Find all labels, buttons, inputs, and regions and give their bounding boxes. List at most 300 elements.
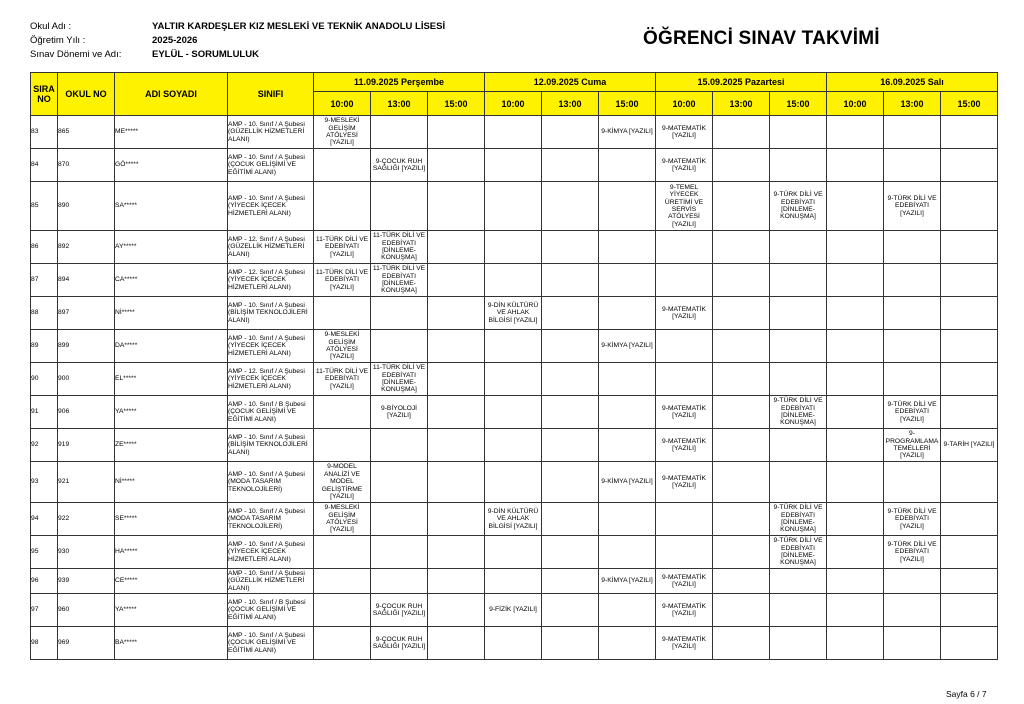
- exam-cell: [542, 231, 599, 264]
- exam-cell: [713, 330, 770, 363]
- exam-cell: [314, 182, 371, 231]
- exam-cell: [599, 396, 656, 429]
- exam-cell: [713, 231, 770, 264]
- row-name: Nİ*****: [115, 297, 228, 330]
- row-class: AMP - 10. Sınıf / A Şubesi (YİYECEK İÇECEK HİZMETLERİ ALANI): [228, 182, 314, 231]
- day-header: 15.09.2025 Pazartesi: [656, 73, 827, 92]
- exam-cell: [599, 231, 656, 264]
- row-name: DA*****: [115, 330, 228, 363]
- exam-cell: [827, 297, 884, 330]
- exam-cell: 9-MATEMATİK [YAZILI]: [656, 116, 713, 149]
- exam-cell: [542, 264, 599, 297]
- exam-cell: [371, 330, 428, 363]
- row-sira: 88: [31, 297, 58, 330]
- table-row: [31, 627, 998, 660]
- exam-cell: [428, 594, 485, 627]
- exam-cell: [428, 297, 485, 330]
- row-sira: 97: [31, 594, 58, 627]
- row-name: ME*****: [115, 116, 228, 149]
- row-name: EL*****: [115, 363, 228, 396]
- exam-cell: [884, 462, 941, 503]
- term-value: EYLÜL - SORUMLULUK: [152, 49, 259, 60]
- exam-cell: [599, 627, 656, 660]
- row-class: AMP - 10. Sınıf / A Şubesi (MODA TASARIM TEKNOLOJİLERİ): [228, 462, 314, 503]
- exam-cell: [485, 264, 542, 297]
- exam-cell: [428, 462, 485, 503]
- row-sira: 95: [31, 536, 58, 569]
- exam-cell: 9-DİN KÜLTÜRÜ VE AHLAK BİLGİSİ [YAZILI]: [485, 503, 542, 536]
- row-okul-no: 890: [58, 182, 115, 231]
- term-row: [30, 48, 445, 62]
- row-class: AMP - 10. Sınıf / A Şubesi (BİLİŞİM TEKNOLOJİLERİ ALANI): [228, 297, 314, 330]
- row-name: BA*****: [115, 627, 228, 660]
- exam-cell: [599, 182, 656, 231]
- exam-cell: [884, 264, 941, 297]
- exam-cell: [542, 503, 599, 536]
- exam-cell: [485, 429, 542, 462]
- exam-cell: [827, 363, 884, 396]
- exam-cell: 9-KİMYA [YAZILI]: [599, 330, 656, 363]
- row-sira: 86: [31, 231, 58, 264]
- exam-cell: [542, 429, 599, 462]
- exam-cell: [428, 627, 485, 660]
- header-row-days: [31, 73, 998, 92]
- exam-cell: [827, 149, 884, 182]
- exam-cell: [656, 264, 713, 297]
- table-row: [31, 297, 998, 330]
- exam-cell: 11-TÜRK DİLİ VE EDEBİYATI [DİNLEME-KONUŞMA]: [371, 231, 428, 264]
- exam-cell: [428, 363, 485, 396]
- exam-cell: [713, 182, 770, 231]
- exam-cell: [485, 363, 542, 396]
- time-header: 13:00: [371, 92, 428, 116]
- exam-cell: [827, 330, 884, 363]
- school-label: Okul Adı :: [30, 21, 72, 32]
- row-name: SE*****: [115, 503, 228, 536]
- row-okul-no: 960: [58, 594, 115, 627]
- exam-cell: [941, 536, 998, 569]
- row-class: AMP - 10. Sınıf / A Şubesi (GÜZELLİK HİZMETLERİ ALANI): [228, 569, 314, 594]
- time-header: 10:00: [827, 92, 884, 116]
- exam-cell: 9-TEMEL YİYECEK ÜRETİMİ VE SERVİS ATÖLYESİ [YAZILI]: [656, 182, 713, 231]
- exam-cell: 9-MATEMATİK [YAZILI]: [656, 396, 713, 429]
- row-okul-no: 897: [58, 297, 115, 330]
- exam-cell: [827, 231, 884, 264]
- exam-cell: [428, 182, 485, 231]
- row-sira: 92: [31, 429, 58, 462]
- row-sira: 93: [31, 462, 58, 503]
- row-class: AMP - 10. Sınıf / A Şubesi (GÜZELLİK HİZMETLERİ ALANI): [228, 116, 314, 149]
- row-sira: 94: [31, 503, 58, 536]
- exam-cell: [485, 231, 542, 264]
- exam-cell: 9-TÜRK DİLİ VE EDEBİYATI [YAZILI]: [884, 396, 941, 429]
- exam-cell: [941, 330, 998, 363]
- exam-cell: [314, 569, 371, 594]
- exam-cell: [542, 536, 599, 569]
- exam-cell: [713, 363, 770, 396]
- exam-cell: [770, 330, 827, 363]
- exam-cell: [371, 569, 428, 594]
- row-name: GÖ*****: [115, 149, 228, 182]
- row-name: SA*****: [115, 182, 228, 231]
- exam-cell: [713, 429, 770, 462]
- exam-cell: [485, 396, 542, 429]
- table-row: [31, 149, 998, 182]
- time-header: 13:00: [884, 92, 941, 116]
- exam-cell: [599, 149, 656, 182]
- exam-cell: [656, 231, 713, 264]
- exam-cell: [314, 149, 371, 182]
- row-name: AY*****: [115, 231, 228, 264]
- exam-cell: [941, 182, 998, 231]
- row-class: AMP - 10. Sınıf / A Şubesi (MODA TASARIM TEKNOLOJİLERİ): [228, 503, 314, 536]
- exam-cell: [827, 429, 884, 462]
- exam-cell: [314, 627, 371, 660]
- exam-cell: [770, 594, 827, 627]
- row-okul-no: 870: [58, 149, 115, 182]
- row-class: AMP - 10. Sınıf / B Şubesi (ÇOCUK GELİŞİMİ VE EĞİTİMİ ALANI): [228, 396, 314, 429]
- exam-cell: [770, 264, 827, 297]
- exam-cell: [713, 627, 770, 660]
- schedule-body: [31, 116, 998, 660]
- row-sira: 85: [31, 182, 58, 231]
- exam-cell: [371, 429, 428, 462]
- exam-cell: [656, 363, 713, 396]
- exam-cell: [428, 503, 485, 536]
- row-sira: 90: [31, 363, 58, 396]
- exam-cell: [428, 330, 485, 363]
- exam-cell: [770, 363, 827, 396]
- exam-cell: [884, 627, 941, 660]
- page-number: Sayfa 6 / 7: [946, 689, 987, 699]
- exam-cell: [884, 330, 941, 363]
- exam-cell: [941, 462, 998, 503]
- exam-cell: 9-TÜRK DİLİ VE EDEBİYATI [DİNLEME-KONUŞMA]: [770, 396, 827, 429]
- exam-cell: 9-MATEMATİK [YAZILI]: [656, 149, 713, 182]
- table-row: [31, 264, 998, 297]
- exam-cell: [428, 536, 485, 569]
- exam-cell: 9-TARİH [YAZILI]: [941, 429, 998, 462]
- time-header: 15:00: [770, 92, 827, 116]
- exam-cell: [884, 569, 941, 594]
- exam-cell: 9-FİZİK [YAZILI]: [485, 594, 542, 627]
- exam-cell: [542, 149, 599, 182]
- exam-cell: [485, 149, 542, 182]
- row-class: AMP - 10. Sınıf / A Şubesi (ÇOCUK GELİŞİMİ VE EĞİTİMİ ALANI): [228, 149, 314, 182]
- exam-cell: [770, 462, 827, 503]
- exam-cell: [542, 569, 599, 594]
- exam-cell: [827, 536, 884, 569]
- exam-cell: [542, 627, 599, 660]
- exam-cell: [542, 116, 599, 149]
- exam-cell: 9-ÇOCUK RUH SAĞLIĞI [YAZILI]: [371, 149, 428, 182]
- year-value: 2025-2026: [152, 35, 198, 46]
- exam-cell: [827, 569, 884, 594]
- year-row: [30, 34, 445, 48]
- exam-cell: [827, 503, 884, 536]
- row-class: AMP - 12. Sınıf / A Şubesi (GÜZELLİK HİZMETLERİ ALANI): [228, 231, 314, 264]
- row-name: YA*****: [115, 594, 228, 627]
- exam-cell: 9-KİMYA [YAZILI]: [599, 462, 656, 503]
- row-class: AMP - 10. Sınıf / B Şubesi (ÇOCUK GELİŞİMİ VE EĞİTİMİ ALANI): [228, 594, 314, 627]
- row-class: AMP - 10. Sınıf / A Şubesi (YİYECEK İÇECEK HİZMETLERİ ALANI): [228, 536, 314, 569]
- exam-cell: [485, 536, 542, 569]
- exam-cell: [371, 536, 428, 569]
- row-sira: 87: [31, 264, 58, 297]
- exam-cell: 11-TÜRK DİLİ VE EDEBİYATI [DİNLEME-KONUŞMA]: [371, 264, 428, 297]
- exam-cell: [770, 569, 827, 594]
- exam-cell: 9-MATEMATİK [YAZILI]: [656, 569, 713, 594]
- exam-cell: [485, 182, 542, 231]
- exam-cell: [599, 297, 656, 330]
- page-title: ÖĞRENCİ SINAV TAKVİMİ: [643, 28, 880, 49]
- exam-cell: 9-MODEL ANALİZİ VE MODEL GELİŞTİRME [YAZILI]: [314, 462, 371, 503]
- exam-cell: 9-KİMYA [YAZILI]: [599, 569, 656, 594]
- exam-cell: [827, 594, 884, 627]
- exam-cell: [656, 536, 713, 569]
- exam-cell: [713, 594, 770, 627]
- exam-cell: [884, 231, 941, 264]
- exam-cell: 9-TÜRK DİLİ VE EDEBİYATI [YAZILI]: [884, 503, 941, 536]
- row-class: AMP - 10. Sınıf / A Şubesi (YİYECEK İÇECEK HİZMETLERİ ALANI): [228, 330, 314, 363]
- row-okul-no: 921: [58, 462, 115, 503]
- exam-cell: [827, 396, 884, 429]
- time-header: 15:00: [428, 92, 485, 116]
- exam-cell: [485, 330, 542, 363]
- exam-cell: [542, 363, 599, 396]
- exam-cell: [428, 264, 485, 297]
- exam-cell: [941, 363, 998, 396]
- exam-cell: [428, 569, 485, 594]
- exam-cell: [314, 396, 371, 429]
- exam-cell: [599, 594, 656, 627]
- time-header: 10:00: [314, 92, 371, 116]
- exam-cell: 9-MATEMATİK [YAZILI]: [656, 627, 713, 660]
- exam-cell: 9-MATEMATİK [YAZILI]: [656, 594, 713, 627]
- row-class: AMP - 10. Sınıf / A Şubesi (ÇOCUK GELİŞİMİ VE EĞİTİMİ ALANI): [228, 627, 314, 660]
- row-name: Nİ*****: [115, 462, 228, 503]
- exam-cell: [713, 149, 770, 182]
- exam-cell: 9-MATEMATİK [YAZILI]: [656, 297, 713, 330]
- day-header: 12.09.2025 Cuma: [485, 73, 656, 92]
- exam-cell: [713, 503, 770, 536]
- exam-cell: [941, 116, 998, 149]
- exam-cell: [770, 149, 827, 182]
- exam-cell: [827, 264, 884, 297]
- time-header: 15:00: [941, 92, 998, 116]
- exam-cell: [884, 149, 941, 182]
- row-okul-no: 919: [58, 429, 115, 462]
- exam-cell: [770, 116, 827, 149]
- exam-cell: [713, 536, 770, 569]
- table-row: [31, 536, 998, 569]
- exam-cell: 11-TÜRK DİLİ VE EDEBİYATI [YAZILI]: [314, 363, 371, 396]
- row-name: ZE*****: [115, 429, 228, 462]
- exam-cell: [941, 594, 998, 627]
- row-name: CE*****: [115, 569, 228, 594]
- exam-cell: [884, 594, 941, 627]
- row-name: YA*****: [115, 396, 228, 429]
- exam-cell: [485, 569, 542, 594]
- table-row: [31, 363, 998, 396]
- exam-cell: [941, 569, 998, 594]
- exam-cell: [314, 297, 371, 330]
- row-sira: 84: [31, 149, 58, 182]
- table-row: [31, 231, 998, 264]
- exam-cell: [941, 297, 998, 330]
- col-header-name: ADI SOYADI: [115, 73, 228, 116]
- row-sira: 91: [31, 396, 58, 429]
- col-header-class: SINIFI: [228, 73, 314, 116]
- table-row: [31, 594, 998, 627]
- exam-cell: [428, 149, 485, 182]
- exam-cell: [827, 627, 884, 660]
- row-okul-no: 900: [58, 363, 115, 396]
- exam-cell: 9-KİMYA [YAZILI]: [599, 116, 656, 149]
- exam-cell: 9-TÜRK DİLİ VE EDEBİYATI [YAZILI]: [884, 182, 941, 231]
- exam-cell: 11-TÜRK DİLİ VE EDEBİYATI [DİNLEME-KONUŞMA]: [371, 363, 428, 396]
- exam-cell: [485, 116, 542, 149]
- exam-cell: [599, 536, 656, 569]
- exam-cell: [770, 429, 827, 462]
- exam-cell: [542, 330, 599, 363]
- year-label: Öğretim Yılı :: [30, 35, 86, 46]
- table-row: [31, 182, 998, 231]
- table-row: [31, 569, 998, 594]
- exam-cell: [770, 231, 827, 264]
- exam-cell: [485, 462, 542, 503]
- exam-cell: [656, 330, 713, 363]
- exam-cell: 11-TÜRK DİLİ VE EDEBİYATI [YAZILI]: [314, 231, 371, 264]
- exam-cell: 9-MESLEKİ GELİŞİM ATÖLYESİ [YAZILI]: [314, 116, 371, 149]
- school-value: YALTIR KARDEŞLER KIZ MESLEKİ VE TEKNİK ANADOLU LİSESİ: [152, 21, 446, 32]
- exam-cell: [599, 264, 656, 297]
- exam-cell: [713, 462, 770, 503]
- exam-cell: [428, 429, 485, 462]
- exam-cell: [713, 264, 770, 297]
- exam-cell: [428, 116, 485, 149]
- exam-cell: [884, 116, 941, 149]
- exam-cell: [542, 182, 599, 231]
- exam-cell: [941, 264, 998, 297]
- exam-cell: [941, 231, 998, 264]
- exam-schedule-table: [30, 72, 998, 660]
- exam-cell: 9-BİYOLOJİ [YAZILI]: [371, 396, 428, 429]
- exam-cell: [884, 363, 941, 396]
- exam-cell: 9-TÜRK DİLİ VE EDEBİYATI [DİNLEME-KONUŞMA]: [770, 182, 827, 231]
- table-row: [31, 429, 998, 462]
- time-header: 10:00: [656, 92, 713, 116]
- col-header-okul-no: OKUL NO: [58, 73, 115, 116]
- row-name: HA*****: [115, 536, 228, 569]
- exam-cell: [485, 627, 542, 660]
- exam-cell: [371, 182, 428, 231]
- exam-cell: [599, 429, 656, 462]
- term-label: Sınav Dönemi ve Adı:: [30, 49, 122, 60]
- exam-cell: [941, 396, 998, 429]
- exam-cell: 11-TÜRK DİLİ VE EDEBİYATI [YAZILI]: [314, 264, 371, 297]
- exam-cell: [542, 594, 599, 627]
- school-row: [30, 20, 445, 34]
- exam-cell: [941, 149, 998, 182]
- exam-cell: 9-ÇOCUK RUH SAĞLIĞI [YAZILI]: [371, 627, 428, 660]
- exam-cell: [713, 396, 770, 429]
- table-row: [31, 503, 998, 536]
- exam-cell: [827, 116, 884, 149]
- table-row: [31, 116, 998, 149]
- time-header: 13:00: [713, 92, 770, 116]
- exam-cell: [884, 297, 941, 330]
- exam-cell: [770, 627, 827, 660]
- exam-cell: [371, 116, 428, 149]
- time-header: 13:00: [542, 92, 599, 116]
- day-header: 11.09.2025 Perşembe: [314, 73, 485, 92]
- row-okul-no: 939: [58, 569, 115, 594]
- row-okul-no: 906: [58, 396, 115, 429]
- exam-cell: [428, 231, 485, 264]
- exam-cell: 9-TÜRK DİLİ VE EDEBİYATI [DİNLEME-KONUŞMA]: [770, 536, 827, 569]
- row-okul-no: 865: [58, 116, 115, 149]
- row-okul-no: 969: [58, 627, 115, 660]
- exam-cell: [542, 396, 599, 429]
- row-okul-no: 922: [58, 503, 115, 536]
- exam-cell: [713, 569, 770, 594]
- exam-cell: 9-PROGRAMLAMA TEMELLERİ [YAZILI]: [884, 429, 941, 462]
- exam-cell: [314, 594, 371, 627]
- row-sira: 89: [31, 330, 58, 363]
- time-header: 15:00: [599, 92, 656, 116]
- table-row: [31, 330, 998, 363]
- time-header: 10:00: [485, 92, 542, 116]
- exam-cell: [599, 503, 656, 536]
- row-okul-no: 930: [58, 536, 115, 569]
- row-sira: 83: [31, 116, 58, 149]
- exam-cell: [428, 396, 485, 429]
- row-okul-no: 894: [58, 264, 115, 297]
- row-class: AMP - 12. Sınıf / A Şubesi (YİYECEK İÇECEK HİZMETLERİ ALANI): [228, 363, 314, 396]
- exam-cell: [770, 297, 827, 330]
- exam-cell: [371, 503, 428, 536]
- exam-cell: [713, 297, 770, 330]
- exam-cell: [599, 363, 656, 396]
- document-header: [30, 20, 445, 62]
- table-row: [31, 396, 998, 429]
- exam-cell: 9-TÜRK DİLİ VE EDEBİYATI [YAZILI]: [884, 536, 941, 569]
- exam-cell: [827, 462, 884, 503]
- row-sira: 98: [31, 627, 58, 660]
- exam-cell: 9-MESLEKİ GELİŞİM ATÖLYESİ [YAZILI]: [314, 503, 371, 536]
- exam-cell: [656, 503, 713, 536]
- exam-cell: [827, 182, 884, 231]
- row-okul-no: 892: [58, 231, 115, 264]
- row-sira: 96: [31, 569, 58, 594]
- exam-cell: 9-DİN KÜLTÜRÜ VE AHLAK BİLGİSİ [YAZILI]: [485, 297, 542, 330]
- row-class: AMP - 12. Sınıf / A Şubesi (YİYECEK İÇECEK HİZMETLERİ ALANI): [228, 264, 314, 297]
- exam-cell: [314, 536, 371, 569]
- exam-cell: 9-ÇOCUK RUH SAĞLIĞI [YAZILI]: [371, 594, 428, 627]
- exam-cell: [542, 297, 599, 330]
- exam-cell: 9-MESLEKİ GELİŞİM ATÖLYESİ [YAZILI]: [314, 330, 371, 363]
- exam-cell: [371, 297, 428, 330]
- day-header: 16.09.2025 Salı: [827, 73, 998, 92]
- exam-cell: [713, 116, 770, 149]
- exam-cell: [371, 462, 428, 503]
- exam-cell: [941, 503, 998, 536]
- col-header-sira: SIRA NO: [31, 73, 58, 116]
- exam-cell: [542, 462, 599, 503]
- row-name: CA*****: [115, 264, 228, 297]
- table-row: [31, 462, 998, 503]
